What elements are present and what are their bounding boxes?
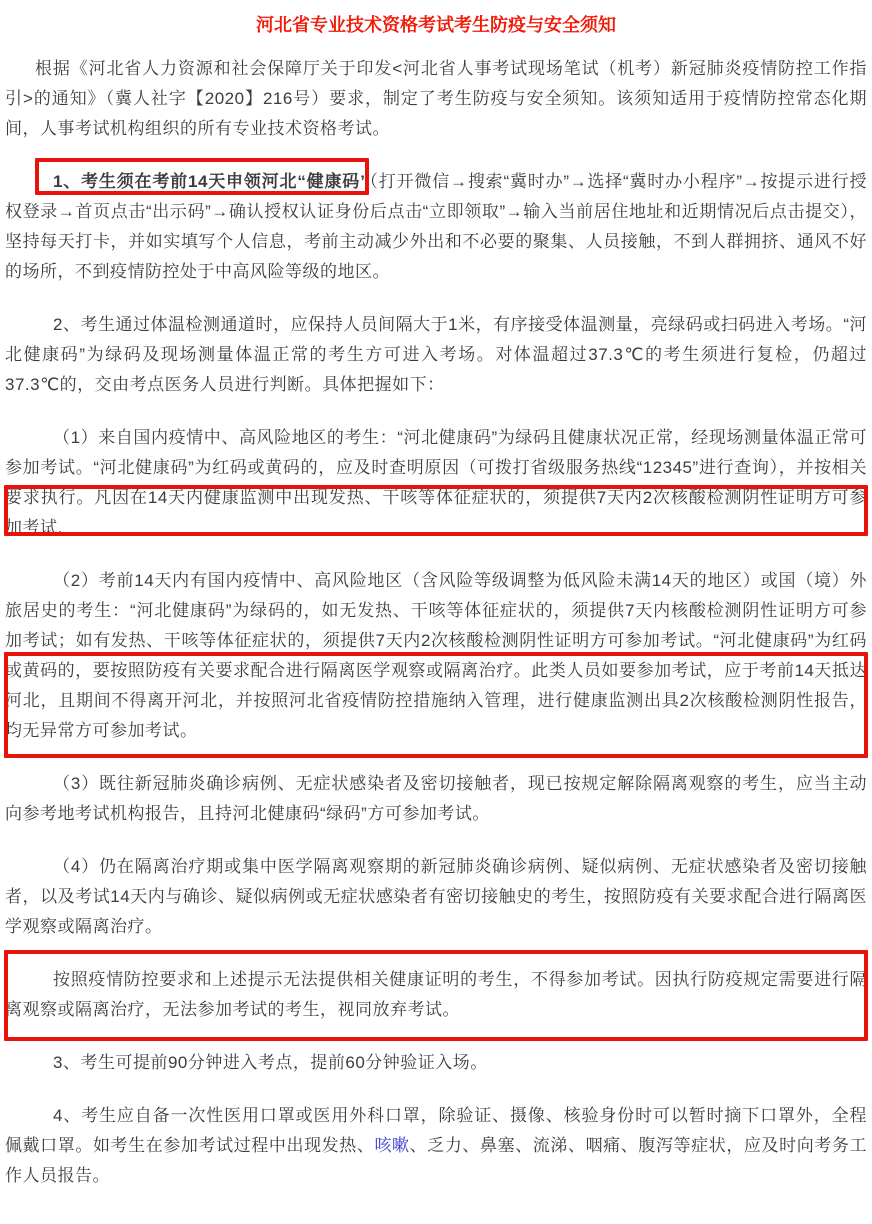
highlight-box-no-exam [4, 950, 868, 1041]
sub1-text: （1）来自国内疫情中、高风险地区的考生：“河北健康码”为绿码且健康状况正常，经现场测量体温正常可参加考试。“河北健康码”为红码或黄码的，应及时查明原因（可拨打省级服务热线“12345”进行查询），并按相关要求执行。凡因在14天内健康监测中出现发热、干咳等体征症状的，须提供7天内2次核酸检测阴性证明方可参加考试. [5, 428, 867, 537]
item4-text-after-link: 、乏力、鼻塞、流涕、咽痛、腹泻等症状，应及时向考务工作人员报告。 [5, 1136, 867, 1185]
paragraph-sub4: （4）仍在隔离治疗期或集中医学隔离观察期的新冠肺炎确诊病例、疑似病例、无症状感染者及密切接触者，以及考试14天内与确诊、疑似病例或无症状感染者有密切接触史的考生，按照防疫有关要求配合进行隔离医学观察或隔离治疗。 [5, 857, 867, 936]
paragraph-item2: 2、考生通过体温检测通道时，应保持人员间隔大于1米，有序接受体温测量，亮绿码或扫码进入考场。“河北健康码”为绿码及现场测量体温正常的考生方可进入考场。对体温超过37.3℃的考生须进行复检，仍超过37.3℃的，交由考点医务人员进行判断。具体把握如下： [5, 315, 867, 394]
paragraph-item3: 3、考生可提前90分钟进入考点，提前60分钟验证入场。 [53, 1053, 488, 1072]
paragraph-item4 [5, 1101, 867, 1191]
notice-text: 按照疫情防控要求和上述提示无法提供相关健康证明的考生，不得参加考试。因执行防疫规定需要进行隔离观察或隔离治疗，无法参加考试的考生，视同放弃考试。 [5, 970, 867, 1019]
paragraph-intro: 根据《河北省人力资源和社会保障厅关于印发<河北省人事考试现场笔试（机考）新冠肺炎疫情防控工作指引>的通知》（冀人社字【2020】216号）要求，制定了考生防疫与安全须知。该须知适用于疫情防控常态化期间，人事考试机构组织的所有专业技术资格考试。 [5, 59, 867, 138]
paragraph-notice [5, 965, 867, 1025]
item1-body-text: （打开微信→搜索“冀时办”→选择“冀时办小程序”→按提示进行授权登录→首页点击“出示码”→确认授权认证身份后点击“立即领取”→输入当前居住地址和近期情况后点击提交），坚持每天打卡，并如实填写个人信息，考前主动减少外出和不必要的聚集、人员接触，不到人群拥挤、通风不好的场所，不到疫情防控处于中高风险等级的地区。 [5, 172, 867, 281]
paragraph-item1 [5, 167, 867, 287]
item1-bold-heading: 1、考生须在考前14天申领河北“健康码” [53, 172, 370, 191]
paragraph-sub1 [5, 423, 867, 543]
paragraph-sub3: （3）既往新冠肺炎确诊病例、无症状感染者及密切接触者，现已按规定解除隔离观察的考生，应当主动向参考地考试机构报告，且持河北健康码“绿码”方可参加考试。 [5, 774, 867, 823]
sub2-text: （2）考前14天内有国内疫情中、高风险地区（含风险等级调整为低风险未满14天的地区）或国（境）外旅居史的考生：“河北健康码”为绿码的，如无发热、干咳等体征症状的，须提供7天内核酸检测阴性证明方可参加考试；如有发热、干咳等体征症状的，须提供7天内2次核酸检测阴性证明方可参加考试。“河北健康码”为红码或黄码的，要按照防疫有关要求配合进行隔离医学观察或隔离治疗。此类人员如要参加考试，应于考前14天抵达河北，且期间不得离开河北，并按照河北省疫情防控措施纳入管理，进行健康监测出具2次核酸检测阴性报告，均无异常方可参加考试。 [5, 571, 867, 740]
cough-link[interactable]: 咳嗽 [374, 1136, 410, 1155]
page-title: 河北省专业技术资格考试考生防疫与安全须知 [256, 15, 616, 35]
paragraph-sub2 [5, 566, 867, 746]
item4-text-before-link: 4、考生应自备一次性医用口罩或医用外科口罩，除验证、摄像、核验身份时可以暂时摘下口罩外，全程佩戴口罩。如考生在参加考试过程中出现发热、 [5, 1106, 867, 1155]
